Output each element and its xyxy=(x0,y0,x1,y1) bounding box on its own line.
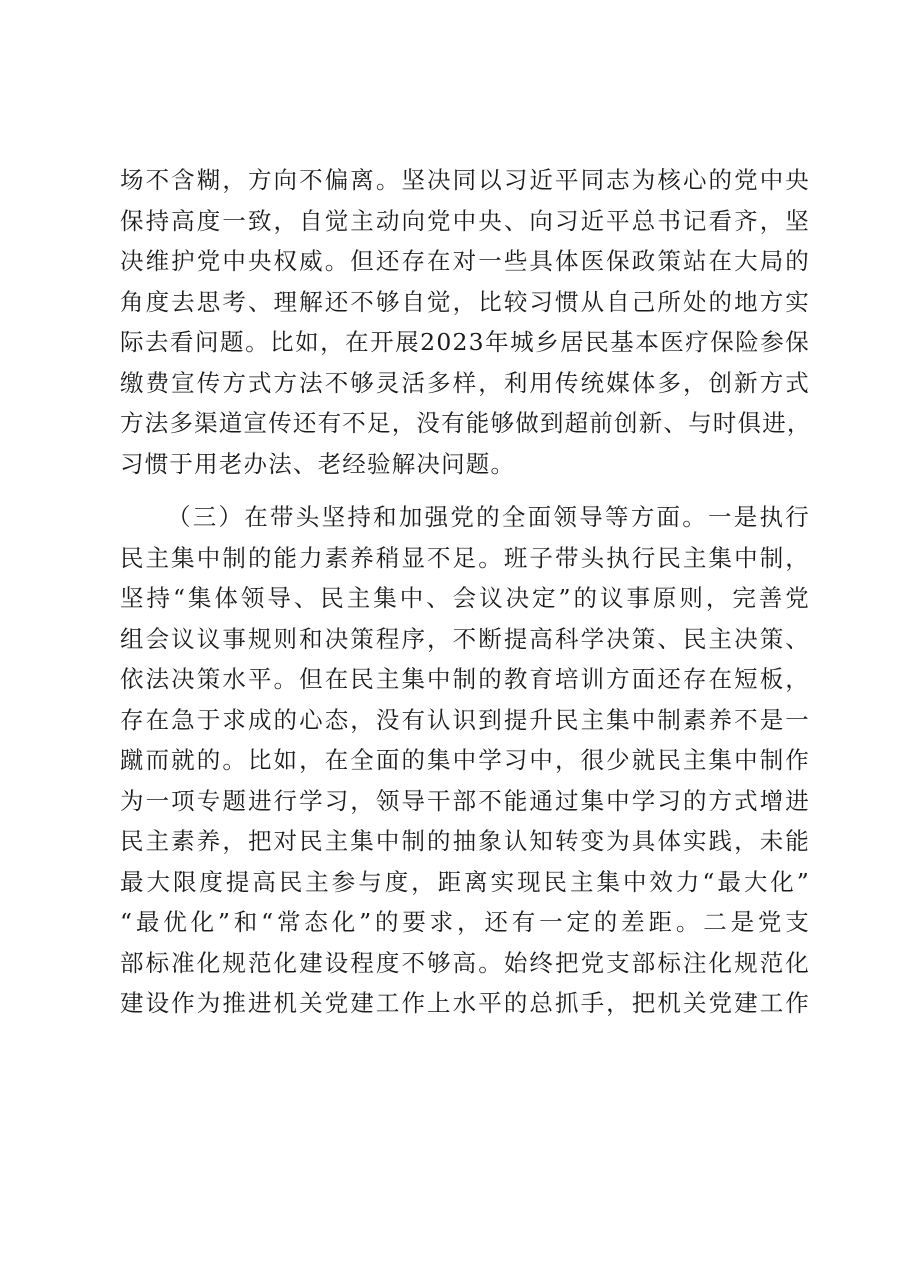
text-line: 最大限度提高民主参与度，距离实现民主集中效力“最大化” xyxy=(120,867,810,896)
paragraph-2 xyxy=(120,497,810,1024)
document-body xyxy=(120,160,810,1024)
text-line: 习惯于用老办法、老经验解决问题。 xyxy=(120,449,516,478)
text-line: 保持高度一致，自觉主动向党中央、向习近平总书记看齐，坚 xyxy=(120,206,810,235)
text-line: 缴费宣传方式方法不够灵活多样，利用传统媒体多，创新方式 xyxy=(120,368,810,397)
text-line: 民主素养，把对民主集中制的抽象认知转变为具体实践，未能 xyxy=(120,827,810,855)
text-line: （三）在带头坚持和加强党的全面领导等方面。一是执行 xyxy=(167,503,810,531)
paragraph-gap xyxy=(120,484,810,497)
text-line: 建设作为推进机关党建工作上水平的总抓手，把机关党建工作 xyxy=(120,989,810,1017)
text-line: 际去看问题。比如，在开展2023年城乡居民基本医疗保险参保 xyxy=(120,328,810,356)
text-line: 场不含糊，方向不偏离。坚决同以习近平同志为核心的党中央 xyxy=(120,166,810,194)
text-line: 决维护党中央权威。但还存在对一些具体医保政策站在大局的 xyxy=(120,247,810,275)
text-line: 民主集中制的能力素养稍显不足。班子带头执行民主集中制， xyxy=(120,543,810,572)
text-line: 存在急于求成的心态，没有认识到提升民主集中制素养不是一 xyxy=(120,705,810,734)
paragraph-1 xyxy=(120,160,810,484)
text-line: “最优化”和“常态化”的要求，还有一定的差距。二是党支 xyxy=(120,908,810,936)
text-line: 依法决策水平。但在民主集中制的教育培训方面还存在短板， xyxy=(120,665,810,693)
text-line: 为一项专题进行学习，领导干部不能通过集中学习的方式增进 xyxy=(120,786,810,815)
text-line: 部标准化规范化建设程度不够高。始终把党支部标注化规范化 xyxy=(120,948,810,977)
text-line: 坚持“集体领导、民主集中、会议决定”的议事原则，完善党 xyxy=(120,584,810,612)
text-line: 组会议议事规则和决策程序，不断提高科学决策、民主决策、 xyxy=(120,624,810,653)
text-line: 方法多渠道宣传还有不足，没有能够做到超前创新、与时俱进， xyxy=(120,409,812,437)
text-line: 角度去思考、理解还不够自觉，比较习惯从自己所处的地方实 xyxy=(120,287,810,316)
text-line: 蹴而就的。比如，在全面的集中学习中，很少就民主集中制作 xyxy=(120,746,810,774)
